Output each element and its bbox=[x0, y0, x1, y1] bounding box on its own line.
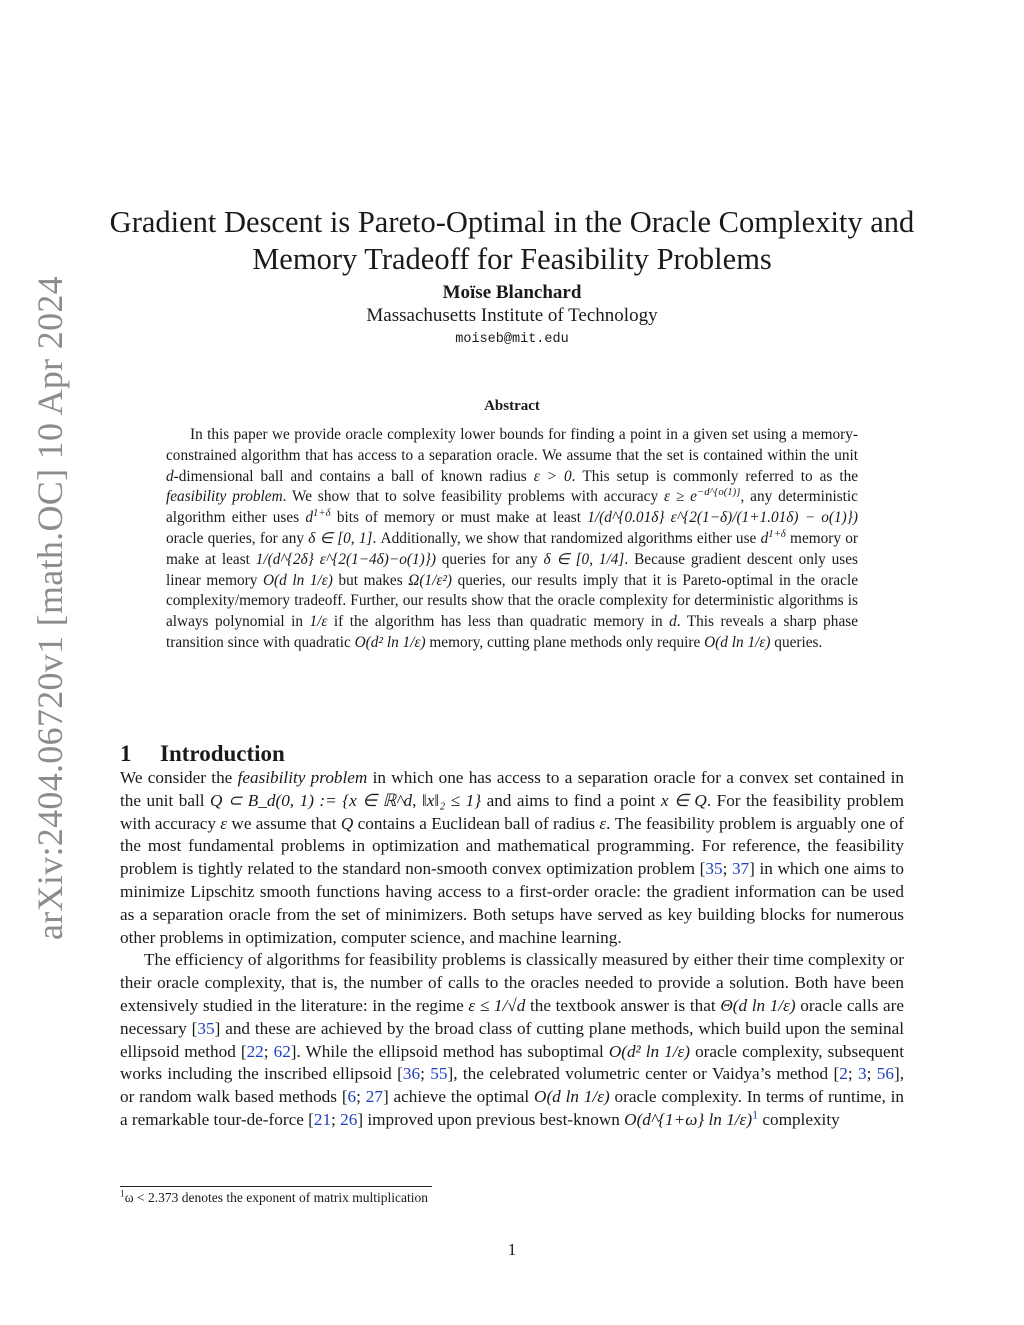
citation-link[interactable]: 3 bbox=[858, 1064, 867, 1084]
introduction-body bbox=[120, 767, 904, 1132]
author-name: Moïse Blanchard bbox=[442, 282, 582, 303]
page-number: 1 bbox=[507, 1240, 517, 1259]
footnote-marker[interactable]: 1 bbox=[752, 1107, 759, 1122]
arxiv-stamp bbox=[30, 276, 70, 940]
section-number: 1 bbox=[120, 741, 132, 767]
intro-paragraph-2: The efficiency of algorithms for feasibility problems is classically measured by either their time complexity or their oracle complexity, that is, the number of calls to the oracles needed to provide a solution. Both have been extensively studied in the literature: in the regime ε ≤ 1/√d the textbook answer is that Θ(d ln 1/ε) oracle calls are necessary [35] and these are achieved by the broad class of cutting plane methods, which build upon the seminal ellipsoid method [22; 62]. While the ellipsoid method has suboptimal O(d² ln 1/ε) oracle complexity, subsequent works including the inscribed ellipsoid [36; 55], the celebrated volumetric center or Vaidya’s method [2; 3; 56], or random walk based methods [6; 27] achieve the optimal O(d ln 1/ε) oracle complexity. In terms of runtime, in a remarkable tour-de-force [21; 26] improved upon previous best-known O(d^{1+ω} ln 1/ε)$^1$ complexity bbox=[120, 950, 905, 1129]
citation-link[interactable]: 55 bbox=[430, 1064, 448, 1084]
footnote-number: 1 bbox=[120, 1189, 125, 1200]
citation-link[interactable]: 35 bbox=[197, 1018, 215, 1038]
paper-title: Gradient Descent is Pareto-Optimal in the Oracle Complexity and Memory Tradeoff for Feasibility Problems bbox=[109, 205, 915, 277]
citation-link[interactable]: 2 bbox=[839, 1064, 848, 1084]
abstract-heading: Abstract bbox=[484, 398, 540, 414]
abstract-paragraph: In this paper we provide oracle complexity lower bounds for finding a point in a given set using a memory-constrained algorithm that has access to a separation oracle. We assume that the set is contained within the unit d-dimensional ball and contains a ball of known radius ε > 0. This setup is commonly referred to as the feasibility problem. We show that to solve feasibility problems with accuracy $\varepsilon \ge e^{-d\^{}\{o(1)\}}$, any deterministic algorithm either uses $d^{1+\delta}$ bits of memory or must make at least 1/(d^{0.01δ} ε^{2(1−δ)/(1+1.01δ) − o(1)}) oracle queries, for any δ ∈ [0, 1]. Additionally, we show that randomized algorithms either use $d^{1+\delta}$ memory or make at least 1/(d^{2δ} ε^{2(1−4δ)−o(1)}) queries for any δ ∈ [0, 1/4]. Because gradient descent only uses linear memory O(d ln 1/ε) but makes Ω(1/ε²) queries, our results imply that it is Pareto-optimal in the oracle complexity/memory tradeoff. Further, our results show that the oracle complexity for deterministic algorithms is always polynomial in 1/ε if the algorithm has less than quadratic memory in d. This reveals a sharp phase transition since with quadratic O(d² ln 1/ε) memory, cutting plane methods only require O(d ln 1/ε) queries. bbox=[166, 426, 859, 651]
citation-link[interactable]: 26 bbox=[340, 1109, 358, 1129]
citation-link[interactable]: 21 bbox=[313, 1109, 332, 1129]
citation-link[interactable]: 27 bbox=[365, 1087, 383, 1107]
footnote bbox=[120, 1190, 904, 1206]
footnote-text: ω < 2.373 denotes the exponent of matrix multiplication bbox=[124, 1190, 429, 1205]
abstract-body bbox=[166, 425, 858, 654]
section-title: Introduction bbox=[160, 741, 285, 767]
citation-link[interactable]: 22 bbox=[246, 1041, 264, 1061]
citation-link[interactable]: 37 bbox=[731, 859, 750, 879]
section-heading bbox=[120, 741, 285, 767]
citation-link[interactable]: 6 bbox=[347, 1087, 357, 1107]
intro-paragraph-1: We consider the feasibility problem in which one has access to a separation oracle for a convex set contained in the unit ball Q ⊂ B_d(0, 1) := {x ∈ ℝ^d, ‖x‖₂ ≤ 1} and aims to find a point x ∈ Q. For the feasibility problem with accuracy ε we assume that Q contains a Euclidean ball of radius ε. The feasibility problem is arguably one of the most fundamental problems in optimization and mathematical programming. For reference, the feasibility problem is tightly related to the standard non-smooth convex optimization problem [35; 37] in which one aims to minimize Lipschitz smooth functions having access to a first-order oracle: the gradient information can be used as a separation oracle from the set of minimizers. Both setups have served as key building blocks for numerous other problems in optimization, computer science, and machine learning. bbox=[120, 768, 905, 947]
citation-link[interactable]: 35 bbox=[705, 859, 723, 879]
citation-link[interactable]: 62 bbox=[273, 1041, 291, 1061]
citation-link[interactable]: 56 bbox=[876, 1064, 894, 1084]
footnote-rule bbox=[120, 1186, 432, 1187]
citation-link[interactable]: 36 bbox=[402, 1064, 421, 1084]
author-affiliation: Massachusetts Institute of Technology bbox=[366, 305, 658, 326]
arxiv-identifier[interactable]: arXiv:2404.06720v1 [math.OC] 10 Apr 2024 bbox=[30, 276, 70, 940]
author-email[interactable]: moiseb@mit.edu bbox=[455, 332, 569, 347]
